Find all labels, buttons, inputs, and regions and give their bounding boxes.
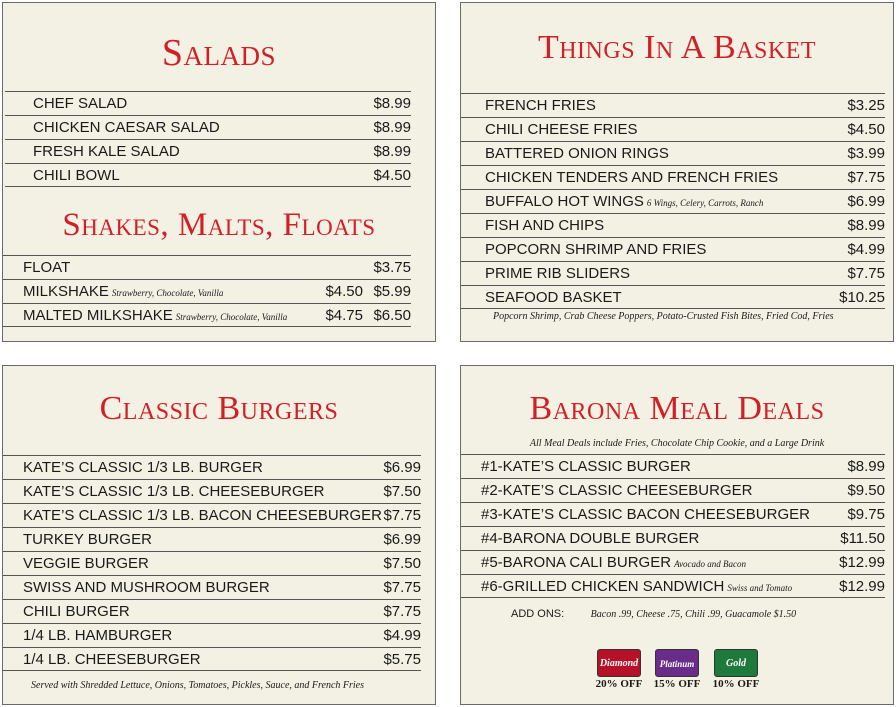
item-price: $4.50: [373, 167, 411, 184]
item-price: $8.99: [373, 95, 411, 112]
meal-deals-title: Barona Meal Deals: [529, 390, 825, 427]
item-name: #2-KATE’S CLASSIC CHEESEBURGER: [481, 482, 753, 499]
menu-item: [5, 139, 411, 163]
item-price: $7.50: [383, 483, 421, 500]
item-price: $7.75: [383, 579, 421, 596]
item-name: 1/4 LB. CHEESEBURGER: [23, 651, 201, 668]
menu-item: [3, 575, 421, 599]
item-name: FLOAT: [23, 259, 71, 276]
item-price: $7.75: [847, 265, 885, 282]
menu-item: [461, 213, 885, 237]
item-price: $9.50: [847, 482, 885, 499]
item-price: $5.75: [383, 651, 421, 668]
menu-item: [461, 141, 885, 165]
item-name: CHICKEN TENDERS AND FRENCH FRIES: [485, 169, 779, 186]
item-price-small: $4.50: [325, 283, 363, 300]
menu-item: [461, 261, 885, 285]
item-price: $10.25: [839, 289, 885, 306]
menu-item: [461, 165, 885, 189]
menu-item: [3, 647, 421, 671]
menu-item: [461, 478, 885, 502]
menu-item: [3, 303, 411, 327]
shakes-title: Shakes, Malts, Floats: [62, 207, 376, 243]
item-name: MALTED MILKSHAKE Strawberry, Chocolate, Vanilla: [23, 307, 288, 324]
item-price: $6.99: [383, 531, 421, 548]
item-price: $7.75: [847, 169, 885, 186]
menu-item: [461, 454, 885, 478]
item-note: 6 Wings, Celery, Carrots, Ranch: [646, 198, 764, 208]
item-name: PRIME RIB SLIDERS: [485, 265, 631, 282]
item-name: CHEF SALAD: [33, 95, 128, 112]
item-price: $6.99: [383, 459, 421, 476]
item-name: TURKEY BURGER: [23, 531, 152, 548]
menu-item: [461, 502, 885, 526]
basket-footnote: Popcorn Shrimp, Crab Cheese Poppers, Potato-Crusted Fish Bites, Fried Cod, Fries: [493, 311, 834, 322]
item-price: $7.75: [383, 603, 421, 620]
item-name: BATTERED ONION RINGS: [485, 145, 669, 162]
menu-item: [3, 455, 421, 479]
salads-title: Salads: [161, 32, 277, 74]
item-price: $8.99: [847, 458, 885, 475]
menu-item: [5, 91, 411, 115]
burgers-title: Classic Burgers: [99, 390, 339, 427]
item-name: CHILI CHEESE FRIES: [485, 121, 638, 138]
item-note: Strawberry, Chocolate, Vanilla: [111, 288, 224, 298]
menu-item: [5, 163, 411, 187]
item-name: 1/4 LB. HAMBURGER: [23, 627, 173, 644]
item-price: $4.99: [383, 627, 421, 644]
item-price: $5.99: [373, 283, 411, 300]
item-note: Strawberry, Chocolate, Vanilla: [175, 312, 288, 322]
menu-item: [3, 527, 421, 551]
gold-card-icon: Gold: [714, 649, 758, 677]
item-name: BUFFALO HOT WINGS 6 Wings, Celery, Carrots, Ranch: [485, 193, 764, 210]
diamond-discount: 20% OFF: [595, 678, 643, 690]
item-name: VEGGIE BURGER: [23, 555, 149, 572]
item-price: $6.50: [373, 307, 411, 324]
item-price: $4.99: [847, 241, 885, 258]
menu-item: [3, 255, 411, 279]
gold-discount: 10% OFF: [712, 678, 760, 690]
add-ons-text: Bacon .99, Cheese .75, Chili .99, Guacamole $1.50: [590, 609, 797, 620]
item-name: FRESH KALE SALAD: [33, 143, 180, 160]
item-price: $7.75: [383, 507, 421, 524]
item-name: #4-BARONA DOUBLE BURGER: [481, 530, 700, 547]
platinum-discount: 15% OFF: [653, 678, 701, 690]
item-name: POPCORN SHRIMP AND FRIES: [485, 241, 707, 258]
item-name: SEAFOOD BASKET: [485, 289, 622, 306]
item-price: $3.25: [847, 97, 885, 114]
item-price: $4.50: [847, 121, 885, 138]
item-name: KATE’S CLASSIC 1/3 LB. BACON CHEESEBURGER: [23, 507, 382, 524]
item-price: $9.75: [847, 506, 885, 523]
item-price-small: $4.75: [325, 307, 363, 324]
basket-title: Things In A Basket: [537, 29, 817, 66]
item-name: #6-GRILLED CHICKEN SANDWICH Swiss and Tomato: [481, 578, 793, 595]
menu-item: [3, 479, 421, 503]
item-price: $12.99: [839, 578, 885, 595]
item-name: #1-KATE’S CLASSIC BURGER: [481, 458, 691, 475]
item-price: $6.99: [847, 193, 885, 210]
item-price: $8.99: [373, 143, 411, 160]
menu-item: [3, 623, 421, 647]
platinum-card-icon: Platinum: [655, 649, 699, 677]
add-ons: [511, 604, 796, 622]
menu-item: [461, 550, 885, 574]
item-name: KATE’S CLASSIC 1/3 LB. CHEESEBURGER: [23, 483, 325, 500]
item-name: KATE’S CLASSIC 1/3 LB. BURGER: [23, 459, 263, 476]
menu-item: [3, 279, 411, 303]
item-name: #3-KATE’S CLASSIC BACON CHEESEBURGER: [481, 506, 810, 523]
add-ons-label: ADD ONS:: [511, 608, 565, 620]
basket-panel: [460, 2, 894, 342]
menu-item: [3, 503, 421, 527]
item-price: $3.75: [373, 259, 411, 276]
item-price: $7.50: [383, 555, 421, 572]
item-name: SWISS AND MUSHROOM BURGER: [23, 579, 270, 596]
item-price: $11.50: [840, 530, 885, 547]
menu-item: [461, 574, 885, 598]
item-price: $3.99: [847, 145, 885, 162]
item-note: Swiss and Tomato: [727, 583, 793, 593]
item-name: FISH AND CHIPS: [485, 217, 605, 234]
item-name: CHICKEN CAESAR SALAD: [33, 119, 220, 136]
salads-shakes-panel: [2, 2, 436, 342]
menu-item: [461, 117, 885, 141]
item-name: CHILI BURGER: [23, 603, 130, 620]
menu-item: [5, 115, 411, 139]
item-name: #5-BARONA CALI BURGER Avocado and Bacon: [481, 554, 747, 571]
item-price: $8.99: [847, 217, 885, 234]
menu-item: [3, 599, 421, 623]
item-name: FRENCH FRIES: [485, 97, 596, 114]
item-price: $12.99: [839, 554, 885, 571]
meal-deals-subtitle: All Meal Deals include Fries, Chocolate Chip Cookie, and a Large Drink: [529, 438, 825, 449]
menu-item: [461, 285, 885, 309]
item-name: CHILI BOWL: [33, 167, 120, 184]
menu-item: [461, 237, 885, 261]
item-name: MILKSHAKE Strawberry, Chocolate, Vanilla: [23, 283, 224, 300]
item-note: Avocado and Bacon: [674, 559, 747, 569]
item-price: $8.99: [373, 119, 411, 136]
burgers-panel: [2, 365, 436, 705]
menu-item: [3, 551, 421, 575]
burgers-footnote: Served with Shredded Lettuce, Onions, Tomatoes, Pickles, Sauce, and French Fries: [31, 680, 364, 691]
menu-item: [461, 526, 885, 550]
diamond-card-icon: Diamond: [597, 649, 641, 677]
menu-item: [461, 189, 885, 213]
menu-item: [461, 93, 885, 117]
